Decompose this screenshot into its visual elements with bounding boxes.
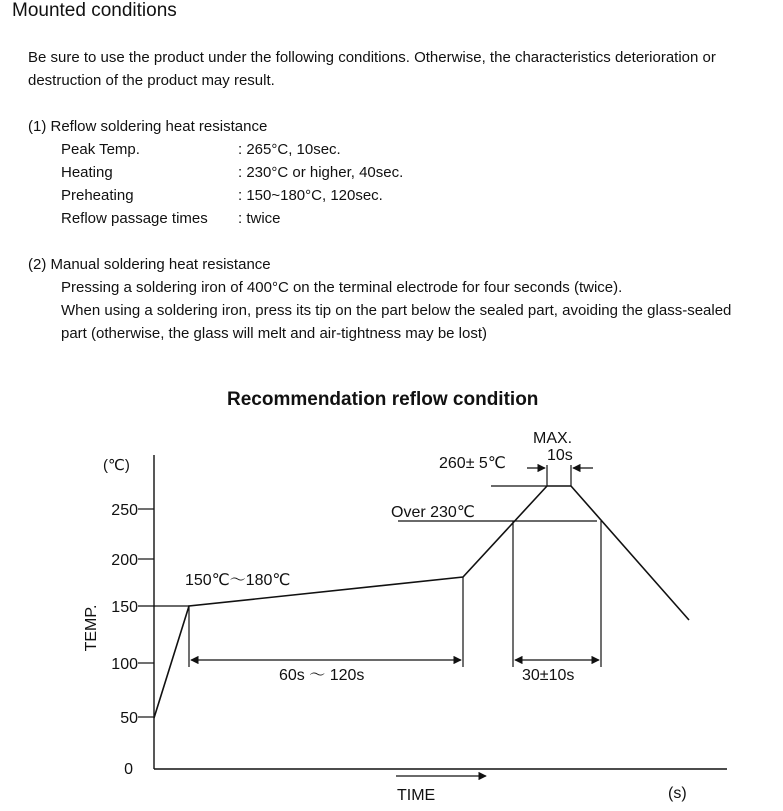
row-value-peak: : 265°C, 10sec. — [238, 141, 341, 158]
y-tick-label-50: 50 — [120, 710, 138, 727]
row-value-preheating: : 150~180°C, 120sec. — [238, 187, 383, 204]
section2-heading: (2) Manual soldering heat resistance — [28, 256, 271, 273]
y-tick-label-100: 100 — [111, 656, 138, 673]
y-tick-label-0: 0 — [124, 761, 133, 778]
intro-line-2: destruction of the product may result. — [28, 72, 275, 89]
preheat-time-label: 60s ～ 120s — [279, 667, 365, 684]
max-time-label: 10s — [547, 447, 573, 464]
x-axis-label: TIME — [397, 787, 436, 804]
y-unit-label: (℃) — [103, 457, 130, 474]
y-tick-label-250: 250 — [111, 502, 138, 519]
over-time-label: 30±10s — [522, 667, 575, 684]
row-label-preheating: Preheating — [61, 187, 134, 204]
intro-line-1: Be sure to use the product under the following conditions. Otherwise, the characteristics deterioration or — [28, 49, 716, 66]
section2-line-3: part (otherwise, the glass will melt and air-tightness may be lost) — [61, 325, 488, 342]
row-label-heating: Heating — [61, 164, 113, 181]
y-tick-label-150: 150 — [111, 599, 138, 616]
y-axis-label: TEMP. — [83, 604, 100, 652]
x-unit-label: (s) — [668, 785, 687, 802]
section2-line-1: Pressing a soldering iron of 400°C on the terminal electrode for four seconds (twice). — [61, 279, 623, 296]
preheat-temp-label: 150℃～180℃ — [185, 572, 291, 589]
row-value-passage: : twice — [238, 210, 281, 227]
over-230-label: Over 230℃ — [391, 504, 475, 521]
page-title: Mounted conditions — [12, 0, 177, 21]
y-tick-label-200: 200 — [111, 552, 138, 569]
row-value-heating: : 230°C or higher, 40sec. — [238, 164, 404, 181]
row-label-passage: Reflow passage times — [61, 210, 208, 227]
section1-heading: (1) Reflow soldering heat resistance — [28, 118, 268, 135]
max-label: MAX. — [533, 430, 573, 447]
chart-title: Recommendation reflow condition — [227, 389, 539, 410]
section2-line-2: When using a soldering iron, press its tip on the part below the sealed part, avoiding the glass-sealed — [61, 302, 732, 319]
row-label-peak: Peak Temp. — [61, 141, 140, 158]
peak-temp-label: 260± 5℃ — [439, 455, 506, 472]
